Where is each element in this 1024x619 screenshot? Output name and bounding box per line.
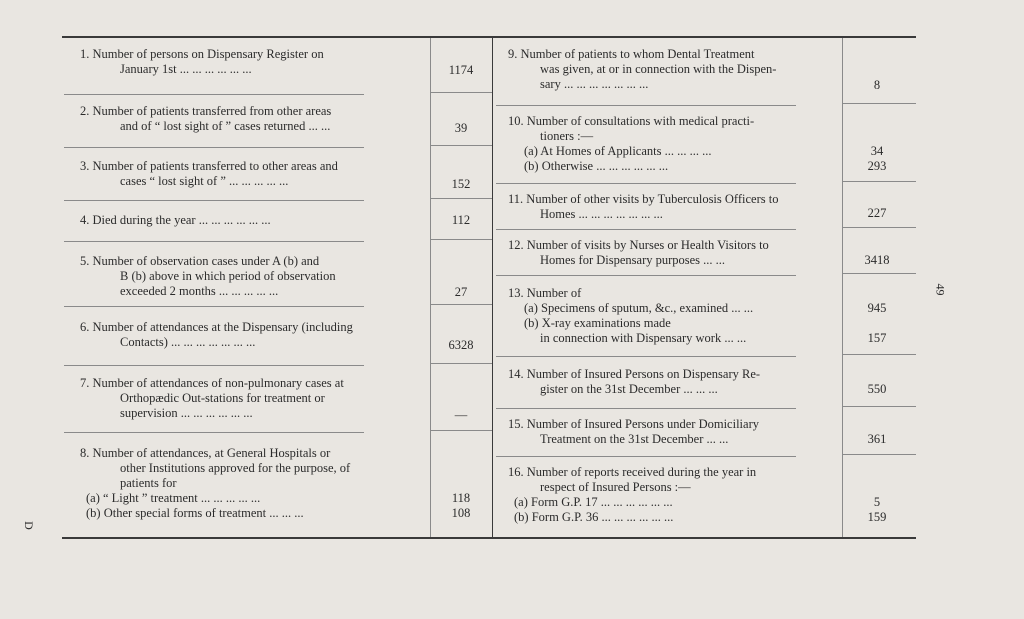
row-sep	[842, 181, 916, 182]
item-text: Orthopædic Out-stations for treatment or	[120, 391, 325, 405]
row-sep	[842, 454, 916, 455]
item-value: 8	[873, 78, 881, 92]
item-text: 10. Number of consultations with medical practi-	[508, 114, 755, 128]
item-value-b: 293	[867, 159, 887, 173]
item-text: Contacts) ... ... ... ... ... ... ...	[120, 335, 256, 349]
bottom-rule	[62, 537, 916, 539]
item-text: 5. Number of observation cases under A (b) and	[80, 254, 320, 268]
item-text: 14. Number of Insured Persons on Dispensary Re-	[508, 367, 761, 381]
item-value-b: 159	[867, 510, 887, 524]
right-item-10	[508, 114, 840, 174]
item-text: 12. Number of visits by Nurses or Health Visitors to	[508, 238, 769, 252]
item-value: 1174	[448, 63, 474, 77]
item-value-b: 157	[867, 331, 887, 345]
item-text: 15. Number of Insured Persons under Domiciliary	[508, 417, 759, 431]
left-value-divider	[430, 38, 431, 537]
left-item-4	[80, 213, 425, 228]
item-sub-a: (a) Specimens of sputum, &c., examined ... ...	[524, 301, 754, 315]
row-sep	[842, 227, 916, 228]
item-text: exceeded 2 months ... ... ... ... ...	[120, 284, 279, 298]
item-value-a: 5	[873, 495, 881, 509]
column-divider	[492, 38, 493, 537]
row-sep	[496, 408, 796, 409]
row-sep	[430, 304, 492, 305]
page-number: 49	[933, 283, 948, 296]
row-sep	[430, 145, 492, 146]
row-sep	[430, 198, 492, 199]
row-sep	[64, 147, 364, 148]
item-text: sary ... ... ... ... ... ... ...	[540, 77, 649, 91]
item-value: 6328	[448, 338, 474, 352]
item-value: 39	[454, 121, 468, 135]
item-text: Treatment on the 31st December ... ...	[540, 432, 729, 446]
item-text: gister on the 31st December ... ... ...	[540, 382, 718, 396]
item-text: 9. Number of patients to whom Dental Treatment	[508, 47, 755, 61]
item-value-a: 945	[867, 301, 887, 315]
item-sub-b: (b) X-ray examinations made	[524, 316, 671, 330]
margin-mark: D	[21, 521, 36, 530]
item-sub-b: (b) Form G.P. 36 ... ... ... ... ... ...	[514, 510, 674, 524]
item-text: supervision ... ... ... ... ... ...	[120, 406, 253, 420]
top-rule	[62, 36, 916, 38]
item-text: was given, at or in connection with the Dispen-	[540, 62, 777, 76]
row-sep	[842, 273, 916, 274]
item-text: Homes for Dispensary purposes ... ...	[540, 253, 726, 267]
right-item-9	[508, 47, 840, 92]
item-text: 13. Number of	[508, 286, 582, 300]
row-sep	[496, 456, 796, 457]
row-sep	[496, 183, 796, 184]
item-text: tioners :—	[540, 129, 594, 143]
item-text: 1. Number of persons on Dispensary Register on	[80, 47, 324, 61]
row-sep	[496, 356, 796, 357]
item-text: respect of Insured Persons :—	[540, 480, 691, 494]
item-value: —	[454, 408, 468, 422]
item-value: 361	[867, 432, 887, 446]
item-text: B (b) above in which period of observation	[120, 269, 336, 283]
row-sep	[496, 105, 796, 106]
right-item-15	[508, 417, 840, 447]
row-sep	[842, 103, 916, 104]
item-sub-b: (b) Other special forms of treatment ... ... ...	[86, 506, 304, 520]
bleed-through-bottom	[60, 548, 930, 618]
item-text: 4. Died during the year ... ... ... ... ... ...	[80, 213, 271, 227]
row-sep	[842, 354, 916, 355]
item-text: patients for	[120, 476, 177, 490]
item-text: 16. Number of reports received during the year in	[508, 465, 757, 479]
item-value: 3418	[864, 253, 890, 267]
item-sub-b: (b) Otherwise ... ... ... ... ... ...	[524, 159, 669, 173]
row-sep	[496, 229, 796, 230]
right-value-divider	[842, 38, 843, 537]
row-sep	[842, 406, 916, 407]
row-sep	[64, 432, 364, 433]
row-sep	[64, 306, 364, 307]
item-value: 27	[454, 285, 468, 299]
left-item-7	[80, 376, 425, 421]
item-value: 550	[867, 382, 887, 396]
item-value-a: 118	[451, 491, 471, 505]
item-text: Homes ... ... ... ... ... ... ...	[540, 207, 663, 221]
row-sep	[430, 92, 492, 93]
row-sep	[430, 430, 492, 431]
item-text: 2. Number of patients transferred from other areas	[80, 104, 332, 118]
right-item-11	[508, 192, 840, 222]
item-sub-a: (a) “ Light ” treatment ... ... ... ... ...	[86, 491, 261, 505]
item-sub-b: in connection with Dispensary work ... ...	[540, 331, 747, 345]
item-value: 152	[451, 177, 471, 191]
row-sep	[64, 365, 364, 366]
right-item-13	[508, 286, 840, 346]
row-sep	[64, 241, 364, 242]
item-text: 8. Number of attendances, at General Hospitals or	[80, 446, 331, 460]
left-item-5	[80, 254, 425, 299]
item-value: 112	[451, 213, 471, 227]
left-item-6	[80, 320, 425, 350]
item-text: cases “ lost sight of ” ... ... ... ... ...	[120, 174, 289, 188]
item-sub-a: (a) Form G.P. 17 ... ... ... ... ... ...	[514, 495, 673, 509]
row-sep	[430, 363, 492, 364]
right-item-14	[508, 367, 840, 397]
item-text: January 1st ... ... ... ... ... ...	[120, 62, 252, 76]
item-text: 3. Number of patients transferred to other areas and	[80, 159, 338, 173]
item-text: 6. Number of attendances at the Dispensary (including	[80, 320, 353, 334]
right-item-12	[508, 238, 840, 268]
bleed-through-top	[230, 6, 910, 20]
left-item-8	[80, 446, 425, 521]
left-item-1	[80, 47, 425, 77]
item-value-b: 108	[451, 506, 471, 520]
row-sep	[430, 239, 492, 240]
item-value: 227	[867, 206, 887, 220]
right-item-16	[508, 465, 840, 525]
item-text: 11. Number of other visits by Tuberculosis Officers to	[508, 192, 779, 206]
item-text: and of “ lost sight of ” cases returned ... ...	[120, 119, 331, 133]
item-sub-a: (a) At Homes of Applicants ... ... ... ...	[524, 144, 712, 158]
item-text: other Institutions approved for the purpose, of	[120, 461, 351, 475]
left-item-2	[80, 104, 425, 134]
row-sep	[64, 94, 364, 95]
left-item-3	[80, 159, 425, 189]
row-sep	[64, 200, 364, 201]
row-sep	[496, 275, 796, 276]
item-value-a: 34	[870, 144, 884, 158]
item-text: 7. Number of attendances of non-pulmonary cases at	[80, 376, 344, 390]
